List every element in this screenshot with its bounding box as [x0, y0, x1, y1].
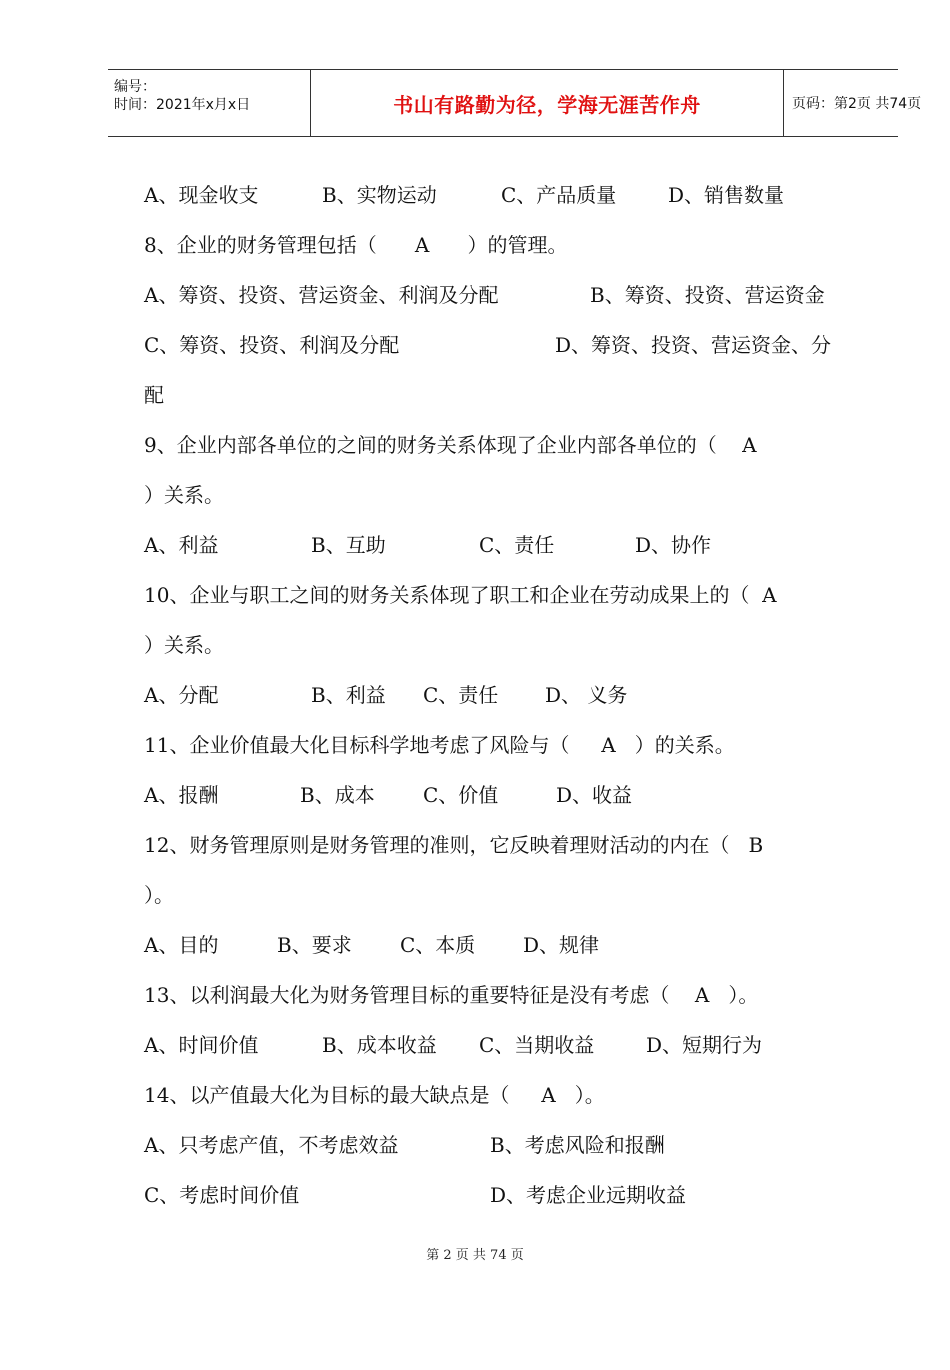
- doc-number-label: 编号：: [114, 79, 156, 95]
- header-meta-cell: [108, 70, 310, 136]
- question-line: [144, 620, 864, 670]
- options-line: [144, 1020, 864, 1070]
- option-text: D、 义务: [545, 683, 628, 707]
- option-text: C、当期收益: [479, 1033, 595, 1057]
- option-text: C、产品质量: [501, 183, 617, 207]
- doc-time-label: 时间：2021年x月x日: [114, 97, 251, 113]
- question-text: 8、企业的财务管理包括（ A ）的管理。: [144, 233, 568, 257]
- options-line: [144, 170, 864, 220]
- option-text: A、报酬: [144, 783, 219, 807]
- header-page-info: 页码：第2页 共74页: [792, 96, 922, 112]
- question-text: 13、以利润最大化为财务管理目标的重要特征是没有考虑（ A ）。: [144, 983, 759, 1007]
- options-line: [144, 1170, 864, 1220]
- option-text: D、协作: [635, 533, 712, 557]
- option-text: D、筹资、投资、营运资金、分: [555, 333, 832, 357]
- option-text: B、利益: [311, 683, 386, 707]
- options-line: [144, 370, 864, 420]
- question-text: ）。: [144, 883, 174, 907]
- question-line: [144, 470, 864, 520]
- question-line: [144, 220, 864, 270]
- option-text: C、筹资、投资、利润及分配: [144, 333, 400, 357]
- option-text: B、成本: [300, 783, 375, 807]
- question-line: [144, 570, 864, 620]
- question-text: ）关系。: [144, 483, 224, 507]
- option-text: C、本质: [400, 933, 476, 957]
- option-text: D、考虑企业远期收益: [490, 1183, 687, 1207]
- option-text: D、收益: [556, 783, 633, 807]
- question-line: [144, 720, 864, 770]
- question-text: 10、企业与职工之间的财务关系体现了职工和企业在劳动成果上的（ A: [144, 583, 777, 607]
- header-motto: 书山有路勤为径，学海无涯苦作舟: [393, 92, 701, 117]
- options-line: [144, 320, 864, 370]
- option-text: C、考虑时间价值: [144, 1183, 300, 1207]
- question-text: 14、以产值最大化为目标的最大缺点是（ A ）。: [144, 1083, 605, 1107]
- options-line: [144, 920, 864, 970]
- option-text: A、目的: [144, 933, 219, 957]
- document-body: [144, 170, 864, 1220]
- option-text: A、分配: [144, 683, 219, 707]
- options-line: [144, 520, 864, 570]
- option-text: B、互助: [311, 533, 386, 557]
- option-text: C、责任: [479, 533, 555, 557]
- question-text: ）关系。: [144, 633, 224, 657]
- option-text: A、只考虑产值，不考虑效益: [144, 1133, 399, 1157]
- header-motto-cell: [310, 70, 784, 136]
- option-text: A、时间价值: [144, 1033, 259, 1057]
- option-text: C、责任: [423, 683, 499, 707]
- options-line: [144, 770, 864, 820]
- option-text: B、要求: [277, 933, 352, 957]
- header-page-cell: [784, 70, 922, 136]
- page-footer: 第 2 页 共 74 页: [426, 1248, 524, 1263]
- question-line: [144, 970, 864, 1020]
- option-text: B、考虑风险和报酬: [490, 1133, 665, 1157]
- option-text: A、现金收支: [144, 183, 259, 207]
- question-line: [144, 420, 864, 470]
- option-text: A、利益: [144, 533, 219, 557]
- option-text: B、实物运动: [322, 183, 437, 207]
- option-text: 配: [144, 383, 164, 407]
- option-text: D、短期行为: [646, 1033, 763, 1057]
- options-line: [144, 670, 864, 720]
- option-text: D、规律: [523, 933, 600, 957]
- options-line: [144, 1120, 864, 1170]
- question-text: 9、企业内部各单位的之间的财务关系体现了企业内部各单位的（ A: [144, 433, 757, 457]
- question-text: 12、财务管理原则是财务管理的准则，它反映着理财活动的内在（ B: [144, 833, 764, 857]
- option-text: D、销售数量: [668, 183, 785, 207]
- page-header: [108, 69, 922, 137]
- question-text: 11、企业价值最大化目标科学地考虑了风险与（ A ）的关系。: [144, 733, 735, 757]
- option-text: A、筹资、投资、营运资金、利润及分配: [144, 283, 499, 307]
- question-line: [144, 870, 864, 920]
- question-line: [144, 1070, 864, 1120]
- options-line: [144, 270, 864, 320]
- option-text: C、价值: [423, 783, 499, 807]
- option-text: B、筹资、投资、营运资金: [590, 283, 825, 307]
- option-text: B、成本收益: [322, 1033, 437, 1057]
- question-line: [144, 820, 864, 870]
